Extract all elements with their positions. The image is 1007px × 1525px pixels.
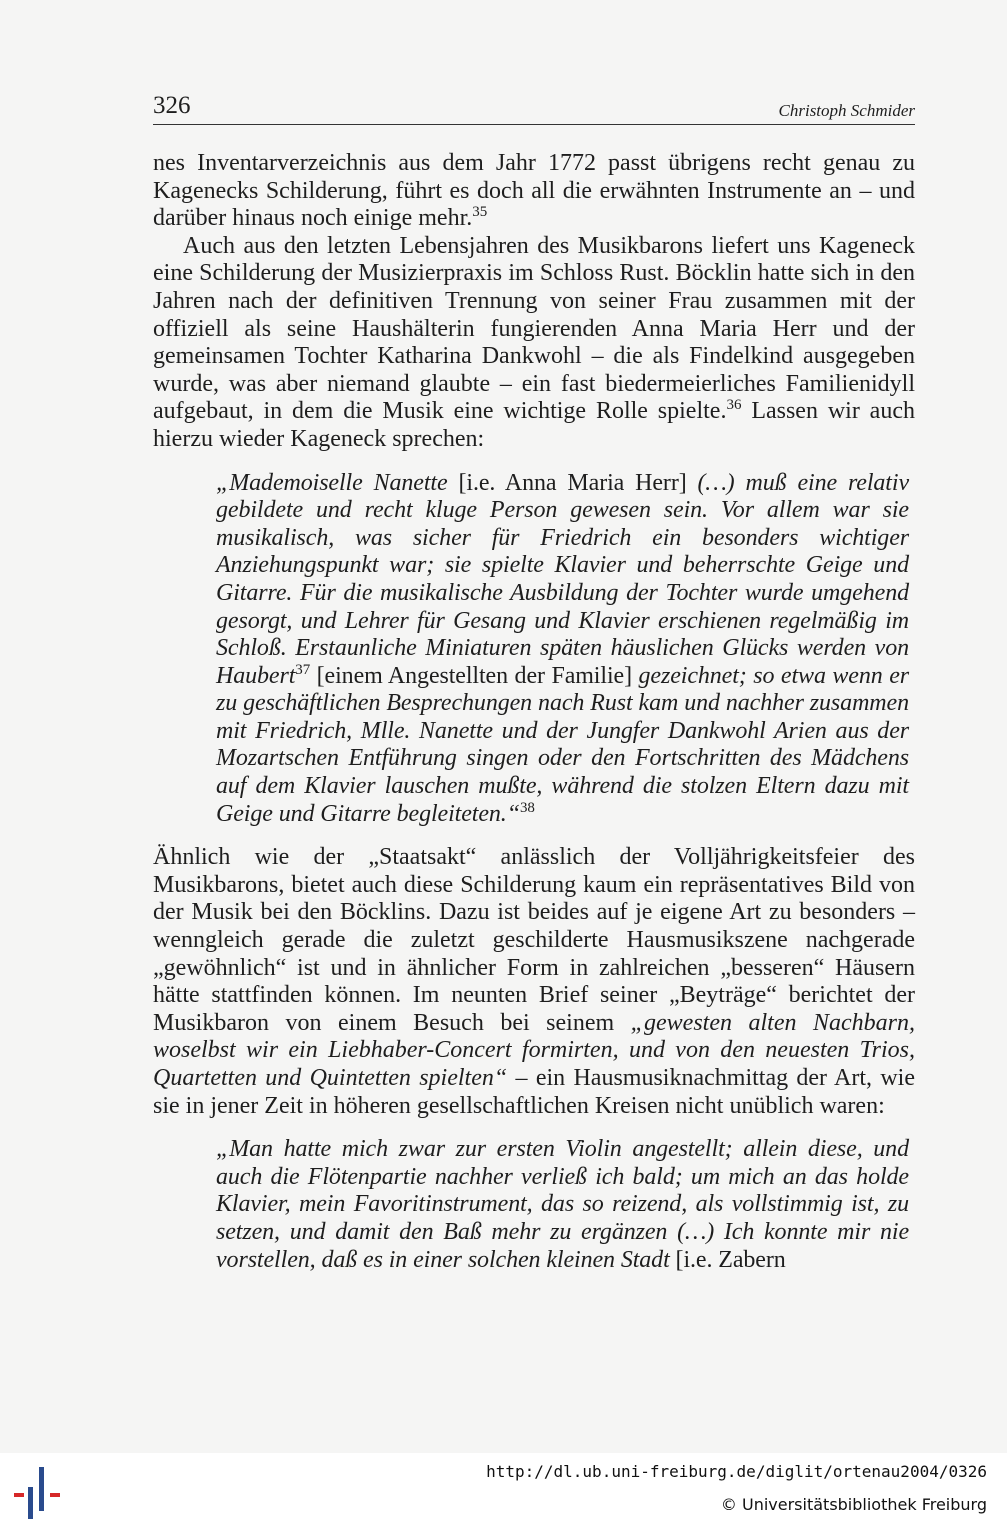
page-number: 326 <box>153 92 191 119</box>
footnote-ref-36: 36 <box>726 397 742 414</box>
copyright-notice: © Universitätsbibliothek Freiburg <box>720 1495 987 1514</box>
paragraph-2-continuation: Lassen wir auch hierzu wieder Kageneck sprechen: <box>153 398 915 452</box>
block-quote-2 <box>216 1136 909 1274</box>
paragraph-1 <box>153 150 915 233</box>
paragraph-3-text: Ähnlich wie der „Staatsakt“ anlässlich der Volljährigkeitsfeier des Musikbarons, bietet auch diese Schilderung kaum ein repräsentatives Bild von der Musik bei den Böcklins. Dazu ist beides auf je eigene Art zu besonders – wenngleich gerade die zuletzt geschilderte Hausmusikszene nachgerade „gewöhnlich“ ist und in ähnlicher Form in zahlreichen „besseren“ Häusern hätte stattfinden können. Im neunten Brief seiner „Beyträge“ berichtet der Musikbaron von einem Besuch bei seinem <box>153 844 915 1036</box>
paragraph-3-citation: „gewesten alten Nachbarn, woselbst wir ein Liebhaber-Concert formirten, und von den neuesten Trios, Quartetten und Quintetten spielten“ <box>153 1009 915 1091</box>
permalink-url[interactable]: http://dl.ub.uni-freiburg.de/diglit/ortenau2004/0326 <box>486 1462 987 1481</box>
paragraph-3 <box>153 844 915 1120</box>
quote-1-part-e: gezeichnet; so etwa wenn er zu geschäftlichen Besprechungen nach Rust kam und nachher zusammen mit Friedrich, Mlle. Nanette und der Jungfer Dankwohl Arien aus der Mozartschen Entführung singen oder den Fortschritten des Mädchens auf dem Klavier lauschen mußte, während die stolzen Eltern dazu mit Geige und Gitarre begleiteten.“ <box>216 662 909 827</box>
footnote-ref-37: 37 <box>295 661 311 678</box>
block-quote-1 <box>216 470 909 829</box>
paragraph-3-continuation: – ein Hausmusiknachmittag der Art, wie sie in jener Zeit in höheren gesellschaftlichen Kreisen nicht unüblich waren: <box>153 1065 915 1119</box>
running-head: Christoph Schmider <box>778 101 915 120</box>
paragraph-2-text: Auch aus den letzten Lebensjahren des Musikbarons liefert uns Kageneck eine Schilderung der Musizierpraxis im Schloss Rust. Böcklin hatte sich in den Jahren nach der definitiven Trennung von seiner Frau zusammen mit der offiziell als seine Haushälterin fungierenden Anna Maria Herr und der gemeinsamen Tochter Katharina Dankwohl – die als Findelkind ausgegeben wurde, was aber niemand glaubte – ein fast biedermeierliches Familienidyll aufgebaut, in dem die Musik eine wichtige Rolle spielte. <box>153 232 915 425</box>
quote-2-editorial: [i.e. Zabern <box>669 1246 786 1273</box>
quote-1-editorial-1: [i.e. Anna Maria Herr] <box>458 469 687 496</box>
paragraph-1-text: nes Inventarverzeichnis aus dem Jahr 1772 passt übrigens recht genau zu Kagenecks Schilderung, führt es doch all die erwähnten Instrumente an – und darüber hinaus noch einige mehr. <box>153 150 915 232</box>
quote-2-text: „Man hatte mich zwar zur ersten Violin angestellt; allein diese, und auch die Flötenpartie nachher verließ ich bald; um mich an das holde Klavier, mein Favoritinstrument, das so reizend, als vollstimmig ist, zu setzen, und damit den Baß mehr zu ergänzen (…) Ich konnte mir nie vorstellen, daß es in einer solchen kleinen Stadt <box>216 1136 909 1273</box>
quote-1-part-a: „Mademoiselle Nanette <box>216 469 459 496</box>
footnote-ref-38: 38 <box>519 799 535 816</box>
body-text <box>153 150 915 1290</box>
footnote-ref-35: 35 <box>472 204 488 221</box>
ub-freiburg-logo-icon[interactable] <box>14 1467 64 1519</box>
quote-1-part-c: (…) muß eine relativ gebildete und recht kluge Person gewesen sein. Vor allem war sie musikalisch, was sicher für Friedrich ein besonders wichtiger Anziehungspunkt war; sie spielte Klavier und beherrschte Geige und Gitarre. Für die musikalische Ausbildung der Tochter wurde umgehend gesorgt, und Lehrer für Gesang und Klavier erschienen regelmäßig im Schloß. Erstaunliche Miniaturen späten häuslichen Glücks werden von Haubert <box>216 469 910 689</box>
page-header <box>153 92 915 125</box>
paragraph-2 <box>153 233 915 454</box>
quote-1-editorial-2: [einem Angestellten der Familie] <box>310 662 632 689</box>
